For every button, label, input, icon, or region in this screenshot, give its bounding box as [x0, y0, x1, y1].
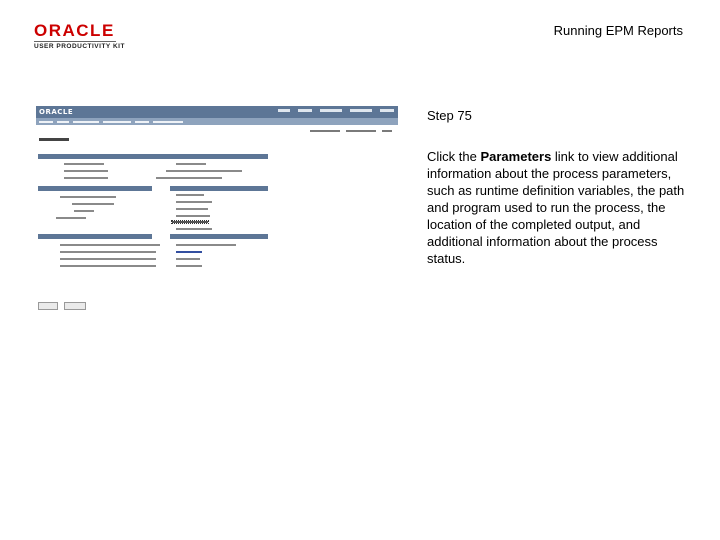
logo-brand-text: ORACLE [34, 21, 115, 40]
document-title: Running EPM Reports [553, 23, 683, 38]
thumb-section-actions [170, 186, 268, 191]
logo-rule [34, 41, 116, 42]
thumb-logo: ORACLE [39, 108, 74, 116]
oracle-upk-logo [34, 22, 134, 50]
thumb-parameters-link[interactable] [176, 251, 202, 253]
thumb-ok-button[interactable] [38, 302, 58, 310]
step-label: Step 75 [427, 108, 472, 123]
thumb-header-links [278, 109, 394, 112]
step-description [427, 148, 689, 267]
process-detail-screenshot [36, 106, 398, 310]
thumb-toolbar-links [36, 127, 398, 135]
thumb-delete-request-highlight [172, 221, 208, 223]
thumb-section-process [38, 154, 268, 159]
thumb-section-run [38, 186, 152, 191]
thumb-section-actions-2 [170, 234, 268, 239]
thumb-header-bar [36, 106, 398, 118]
desc-suffix: link to view additional information about the process parameters, such as runtime definition variables, the path and program used to run the process, the location of the completed output, and additional information about the process status. [427, 149, 685, 266]
thumb-page-title [39, 138, 69, 141]
parameters-link-name: Parameters [480, 149, 552, 164]
thumb-cancel-button[interactable] [64, 302, 86, 310]
logo-sub-text: USER PRODUCTIVITY KIT [34, 43, 125, 50]
thumb-menu-bar [36, 118, 398, 125]
desc-prefix: Click the [427, 149, 481, 164]
thumb-section-datetime [38, 234, 152, 239]
